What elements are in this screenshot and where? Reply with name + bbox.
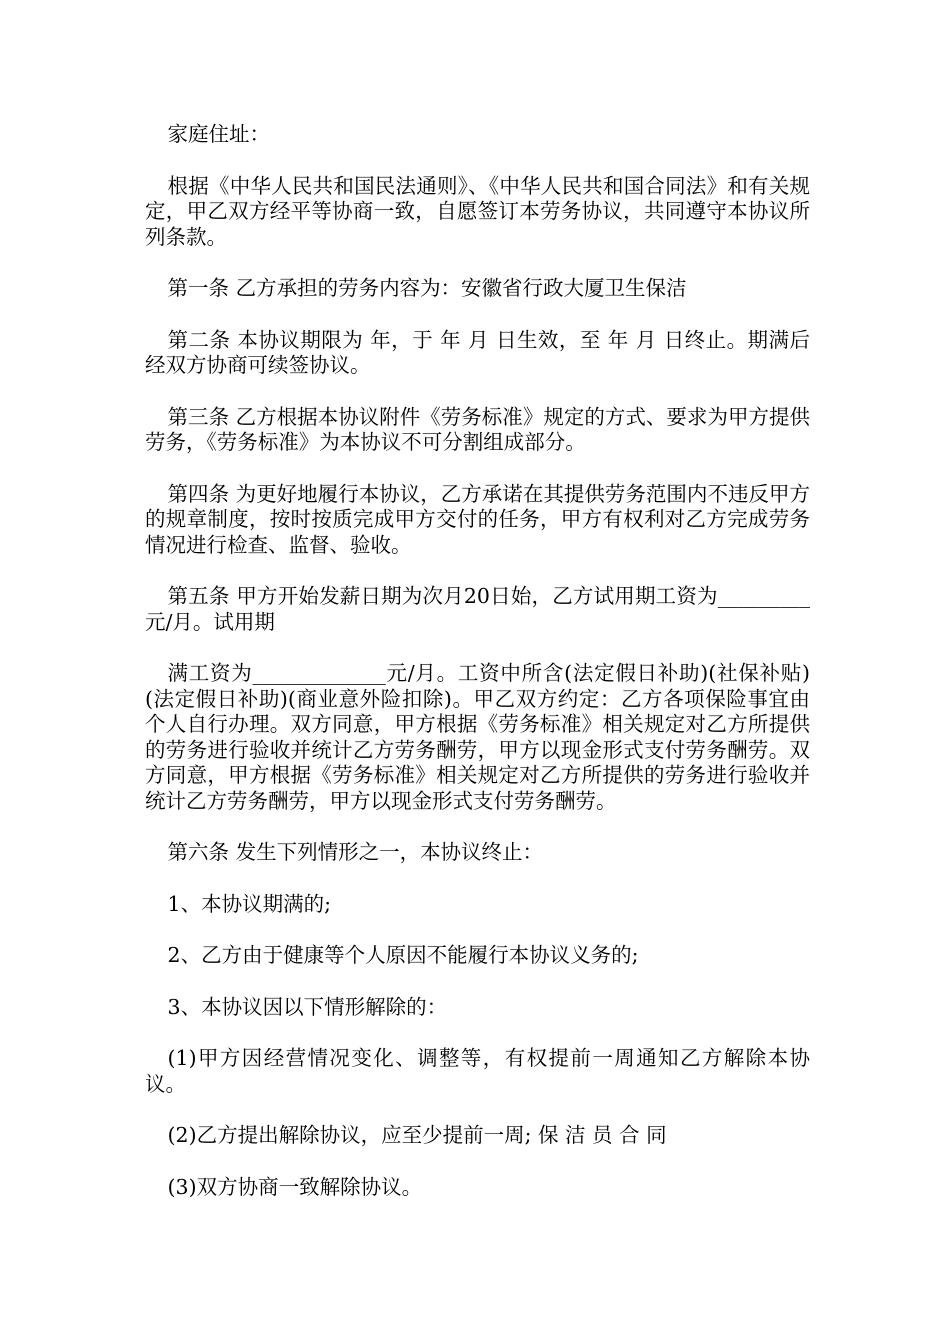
paragraph-article-3: 第三条 乙方根据本协议附件《劳务标准》规定的方式、要求为甲方提供劳务，《劳务标准》为本协议不可分割组成部分。 [145, 404, 810, 454]
paragraph-article-2: 第二条 本协议期限为 年，于 年 月 日生效，至 年 月 日终止。期满后经双方协商可续签协议。 [145, 327, 810, 377]
paragraph-article-5-salary: 满工资为_____________元/月。工资中所含(法定假日补助)(社保补贴)(法定假日补助)(商业意外险扣除)。甲乙双方约定：乙方各项保险事宜由个人自行办理。双方同意，甲方根据《劳务标准》相关规定对乙方所提供的劳务进行验收并统计乙方劳务酬劳，甲方以现金形式支付劳务酬劳。双方同意，甲方根据《劳务标准》相关规定对乙方所提供的劳务进行验收并统计乙方劳务酬劳，甲方以现金形式支付劳务酬劳。 [145, 661, 810, 813]
paragraph-home-address: 家庭住址： [167, 122, 271, 146]
document-body [145, 122, 810, 1226]
list-item-2: 2、乙方由于健康等个人原因不能履行本协议义务的; [167, 943, 639, 967]
list-item-1: 1、本协议期满的; [167, 891, 331, 916]
sub-item-2: (2)乙方提出解除协议，应至少提前一周; 保 洁 员 合 同 [167, 1123, 667, 1147]
paragraph-article-5: 第五条 甲方开始发薪日期为次月20日始，乙方试用期工资为_________元/月。试用期 [145, 584, 810, 634]
sub-item-3: (3)双方协商一致解除协议。 [167, 1174, 423, 1199]
paragraph-article-6: 第六条 发生下列情形之一，本协议终止： [167, 840, 544, 864]
paragraph-article-4: 第四条 为更好地履行本协议，乙方承诺在其提供劳务范围内不违反甲方的规章制度，按时按质完成甲方交付的任务，甲方有权利对乙方完成劳务情况进行检查、监督、验收。 [145, 481, 810, 557]
paragraph-preamble: 根据《中华人民共和国民法通则》、《中华人民共和国合同法》和有关规定，甲乙双方经平等协商一致，自愿签订本劳务协议，共同遵守本协议所列条款。 [145, 173, 810, 249]
list-item-3: 3、本协议因以下情形解除的： [167, 994, 448, 1019]
paragraph-article-1: 第一条 乙方承担的劳务内容为：安徽省行政大厦卫生保洁 [167, 276, 687, 300]
sub-item-1: (1)甲方因经营情况变化、调整等，有权提前一周通知乙方解除本协议。 [145, 1046, 810, 1096]
